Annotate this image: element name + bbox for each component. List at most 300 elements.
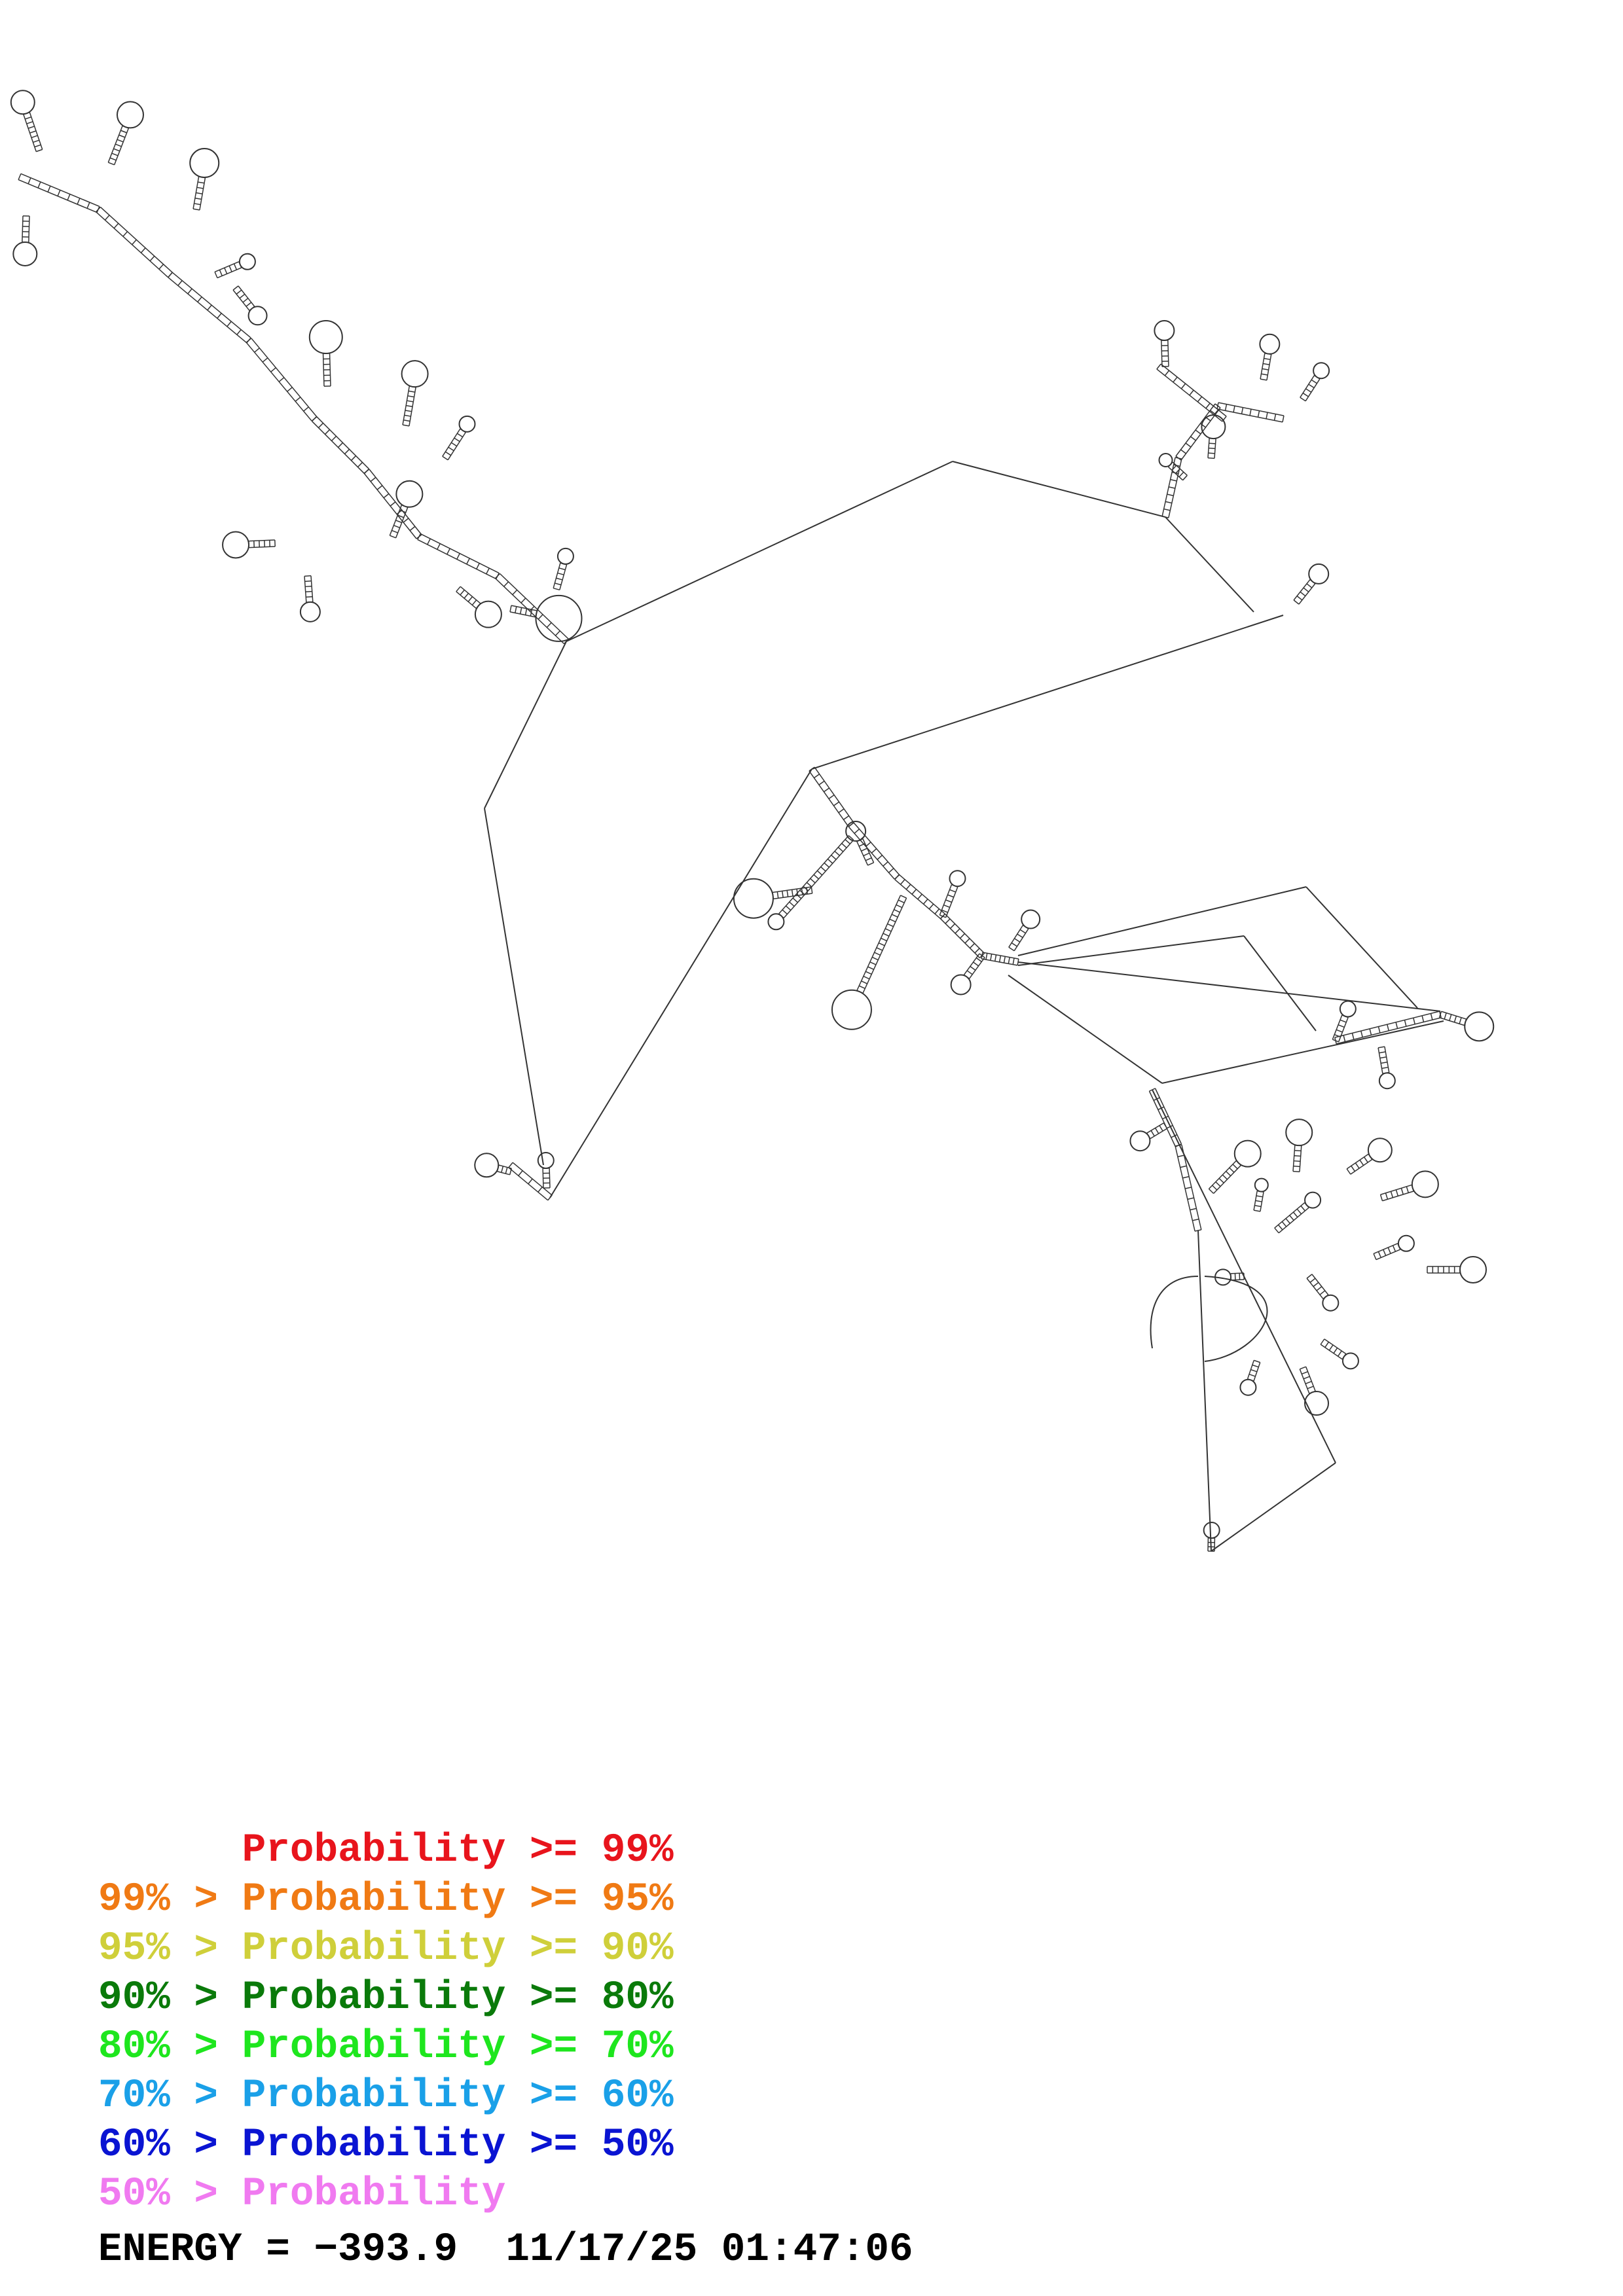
base-pair [1163, 1123, 1167, 1129]
base-pair [1307, 1386, 1313, 1389]
base-pair [786, 906, 790, 910]
legend-prefix: 70% > [98, 2073, 242, 2119]
base-pair [403, 425, 409, 426]
base-pair [1378, 1047, 1385, 1048]
energy-value: −393.9 [314, 2227, 458, 2272]
base-pair [842, 844, 847, 848]
hairpin-loop [949, 870, 965, 886]
base-pair [454, 438, 460, 441]
base-pair [371, 477, 376, 481]
base-pair [1286, 1219, 1290, 1224]
base-pair [1352, 1033, 1353, 1039]
base-pair [843, 816, 848, 819]
base-pair [1260, 379, 1267, 380]
hairpin-loop [1398, 1236, 1414, 1251]
base-pair [1263, 363, 1269, 365]
base-pair [862, 981, 867, 984]
base-pair [390, 502, 395, 506]
base-pair [879, 943, 884, 946]
base-pair [193, 209, 200, 210]
base-pair [782, 910, 787, 914]
base-pair [229, 266, 232, 272]
stem-rail [249, 540, 275, 541]
base-pair [1444, 1013, 1446, 1020]
backbone-segment [1018, 936, 1244, 965]
hairpin-loop [11, 90, 35, 114]
base-pair [520, 607, 522, 614]
base-pair [1307, 584, 1312, 588]
stem-rail [1168, 340, 1169, 367]
base-pair [312, 416, 316, 421]
base-pair [196, 193, 202, 194]
legend-row [98, 2121, 1277, 2170]
base-pair [1305, 1382, 1311, 1384]
base-pair [900, 895, 906, 898]
base-pair [1009, 947, 1014, 950]
base-pair [1023, 925, 1028, 929]
base-pair [448, 447, 454, 450]
base-pair [1422, 1016, 1423, 1022]
base-pair [1017, 934, 1023, 937]
base-pair [975, 948, 979, 953]
base-pair [33, 140, 39, 142]
base-pair [476, 603, 480, 609]
base-pair [1396, 1022, 1397, 1029]
base-pair [28, 178, 31, 184]
legend-prefix: 95% > [98, 1926, 242, 1971]
backbone-segment [1165, 517, 1254, 612]
base-pair [1261, 374, 1267, 375]
base-pair [249, 306, 255, 310]
legend-row [98, 1826, 1277, 1875]
base-pair [1404, 1020, 1406, 1026]
base-pair [168, 272, 172, 278]
hairpin-loop [190, 149, 219, 177]
legend-label: Probability >= 50% [242, 2123, 674, 2168]
base-pair [1185, 1187, 1192, 1189]
base-pair [1179, 472, 1184, 476]
base-pair [839, 809, 844, 813]
multi-loop-arc [1205, 1276, 1267, 1361]
base-pair [1216, 1182, 1220, 1187]
base-pair [1300, 1367, 1305, 1369]
base-pair [1162, 516, 1169, 518]
hairpin-loop [117, 101, 143, 128]
hairpin-loop [558, 548, 574, 564]
base-pair [1275, 1228, 1279, 1233]
base-pair [1338, 1351, 1342, 1356]
base-pair [460, 590, 464, 595]
base-pair [548, 1195, 552, 1200]
base-pair [27, 122, 33, 124]
base-pair [408, 396, 414, 397]
base-pair [357, 462, 362, 467]
base-pair [939, 915, 945, 918]
base-pair [1264, 359, 1271, 360]
base-pair [1304, 1376, 1309, 1379]
base-pair [943, 905, 949, 908]
base-pair [970, 943, 974, 948]
legend-label: Probability [242, 2172, 506, 2217]
base-pair [559, 568, 566, 570]
base-pair [405, 415, 411, 416]
backbone-segment [1018, 962, 1440, 1011]
base-pair [1182, 1177, 1189, 1178]
base-pair [287, 387, 293, 391]
base-pair [240, 294, 245, 298]
stem-rail [249, 547, 275, 548]
rna-stems [18, 113, 1467, 1551]
base-pair [881, 938, 886, 941]
base-pair [845, 840, 850, 844]
stem-rail [304, 576, 306, 602]
energy-footer [98, 2227, 913, 2272]
base-pair [1406, 1187, 1408, 1193]
base-pair [1300, 592, 1305, 596]
base-pair [306, 602, 313, 603]
base-pair [194, 204, 200, 205]
base-pair [501, 1166, 503, 1173]
base-pair [1226, 404, 1227, 411]
base-pair [227, 321, 231, 327]
legend-row [98, 1924, 1277, 1973]
base-pair [895, 874, 900, 880]
stem-rail [1293, 1145, 1295, 1172]
base-pair [77, 198, 80, 204]
base-pair [967, 971, 972, 975]
stem-rail [1300, 1145, 1302, 1172]
base-pair [219, 270, 222, 276]
base-pair [112, 153, 118, 156]
base-pair [110, 158, 116, 160]
base-pair [1205, 417, 1211, 421]
base-pair [392, 530, 397, 533]
base-pair [113, 149, 119, 151]
backbone-segment [484, 641, 566, 808]
base-pair [1391, 1191, 1393, 1198]
hairpin-loop [1412, 1171, 1438, 1197]
base-pair [447, 548, 450, 554]
base-pair [1379, 1052, 1385, 1053]
base-pair [428, 539, 430, 545]
legend-prefix: 80% > [98, 2024, 242, 2070]
base-pair [390, 535, 395, 538]
base-pair [558, 573, 564, 575]
base-pair [555, 631, 560, 636]
stem-rail [1312, 1274, 1328, 1295]
legend-prefix [98, 1828, 242, 1873]
base-pair [1186, 443, 1191, 447]
base-pair [48, 186, 50, 192]
base-pair [393, 526, 399, 528]
stem-rail [1378, 1048, 1383, 1073]
base-pair [159, 264, 164, 269]
base-pair [1254, 1206, 1261, 1207]
stem-rail [238, 286, 255, 306]
rna-loops [11, 90, 1493, 1538]
base-pair [198, 297, 202, 302]
base-pair [995, 955, 996, 961]
base-pair [894, 910, 900, 912]
base-pair [195, 198, 202, 200]
base-pair [1301, 1206, 1305, 1211]
base-pair [790, 902, 794, 906]
base-pair [1343, 1035, 1345, 1042]
base-pair [1156, 1128, 1159, 1134]
hairpin-loop [734, 879, 773, 918]
base-pair [861, 848, 867, 851]
base-pair [1297, 596, 1302, 600]
base-pair [1252, 1365, 1258, 1367]
base-pair [509, 1162, 513, 1168]
backbone-segment [1306, 887, 1417, 1008]
multi-loop-arc [1151, 1276, 1198, 1348]
base-pair [1258, 411, 1260, 418]
base-pair [233, 286, 238, 290]
base-pair [553, 588, 560, 590]
base-pair [1008, 958, 1010, 964]
base-pair [883, 862, 888, 867]
base-pair [872, 957, 878, 960]
base-pair [105, 215, 109, 220]
base-pair [1012, 943, 1017, 946]
base-pair [141, 248, 145, 253]
backbone-segment [566, 461, 953, 641]
base-pair [1297, 1209, 1301, 1214]
stem-rail [497, 1172, 509, 1175]
base-pair [1368, 1154, 1372, 1159]
base-pair [1250, 409, 1251, 416]
base-pair [120, 130, 126, 133]
stem-rail [1385, 1047, 1389, 1072]
base-pair [409, 391, 415, 392]
base-pair [237, 330, 241, 335]
stem-rail [970, 958, 985, 978]
base-pair [890, 919, 896, 922]
hairpin-loop [223, 531, 249, 558]
stem-rail [22, 216, 23, 242]
base-pair [538, 615, 543, 619]
base-pair [1320, 1291, 1325, 1295]
backbone-segment [1244, 936, 1316, 1031]
base-pair [1209, 453, 1215, 454]
base-pair [1329, 1345, 1333, 1350]
base-pair [807, 882, 811, 887]
base-pair [814, 774, 819, 778]
base-pair [305, 586, 312, 587]
base-pair [1000, 956, 1001, 962]
base-pair [504, 582, 509, 586]
base-pair [1302, 1372, 1307, 1374]
base-pair [538, 1187, 542, 1193]
base-pair [824, 863, 829, 867]
base-pair [955, 929, 960, 933]
stem-rail [1231, 1273, 1244, 1274]
base-pair [1183, 475, 1188, 480]
base-pair [243, 298, 248, 302]
base-pair [831, 855, 836, 859]
base-pair [965, 939, 970, 943]
base-pair [821, 867, 826, 871]
base-pair [1191, 437, 1196, 440]
base-pair [976, 958, 981, 962]
energy-label: ENERGY = [98, 2227, 314, 2272]
base-pair [1378, 1026, 1379, 1033]
base-pair [271, 368, 276, 372]
base-pair [1190, 1208, 1197, 1210]
base-pair [1396, 1190, 1398, 1196]
base-pair [325, 429, 329, 434]
base-pair [1188, 1198, 1194, 1199]
base-pair [1307, 1274, 1312, 1278]
base-pair [304, 407, 309, 411]
hairpin-loop [536, 596, 582, 641]
base-pair [811, 887, 812, 893]
hairpin-loop [310, 321, 342, 353]
base-pair [1454, 1016, 1456, 1022]
base-pair [868, 967, 874, 969]
base-pair [519, 1171, 522, 1176]
base-pair [477, 564, 479, 569]
base-pair [1294, 1166, 1300, 1167]
base-pair [1249, 1374, 1255, 1376]
stem-rail [1294, 580, 1310, 600]
base-pair [464, 593, 468, 598]
base-pair [123, 232, 128, 236]
rna-backbone [484, 461, 1444, 1551]
base-pair [1197, 397, 1201, 402]
base-pair [236, 290, 242, 294]
stem-rail [1299, 584, 1315, 604]
base-pair [1385, 1193, 1387, 1200]
base-pair [824, 788, 829, 792]
base-pair [923, 899, 928, 905]
base-pair [1219, 1178, 1224, 1183]
base-pair [1147, 1133, 1150, 1139]
base-pair [1338, 1025, 1344, 1028]
base-pair [906, 884, 911, 889]
base-pair [1450, 1014, 1451, 1021]
base-pair [1290, 1215, 1294, 1221]
base-pair [1262, 368, 1269, 370]
legend-row [98, 2170, 1277, 2219]
base-pair [403, 420, 410, 422]
base-pair [1304, 588, 1309, 592]
base-pair [945, 919, 950, 924]
hairpin-loop [1305, 1391, 1328, 1415]
base-pair [331, 436, 336, 440]
base-pair [96, 207, 101, 211]
base-pair [1305, 389, 1311, 392]
base-pair [1313, 1282, 1319, 1286]
base-pair [117, 139, 123, 142]
base-pair [1370, 1029, 1371, 1035]
base-pair [1351, 1166, 1355, 1171]
base-pair [418, 534, 420, 540]
base-pair [1151, 1130, 1154, 1136]
base-pair [1222, 1175, 1227, 1179]
base-pair [108, 162, 114, 165]
base-pair [1387, 1024, 1389, 1031]
base-pair [1310, 1278, 1315, 1282]
base-pair [1310, 580, 1315, 584]
stem-rail [233, 290, 249, 310]
base-pair [1266, 412, 1267, 419]
legend-prefix: 50% > [98, 2172, 242, 2217]
base-pair [1388, 1247, 1391, 1253]
base-pair [1459, 1018, 1461, 1024]
base-pair [912, 889, 917, 895]
base-pair [1254, 1210, 1260, 1211]
base-pair [1294, 1161, 1300, 1162]
legend-label: Probability >= 70% [242, 2024, 674, 2070]
base-pair [215, 272, 217, 278]
base-pair [198, 182, 204, 183]
legend-prefix: 90% > [98, 1975, 242, 2020]
base-pair [1314, 376, 1319, 379]
base-pair [351, 456, 356, 460]
base-pair [58, 190, 60, 196]
legend-prefix: 99% > [98, 1877, 242, 1922]
base-pair [306, 597, 312, 598]
base-pair [1165, 370, 1169, 376]
base-pair [28, 126, 34, 128]
base-pair [405, 410, 412, 412]
base-pair [866, 858, 871, 861]
stem-rail [96, 212, 168, 278]
base-pair [528, 1179, 532, 1184]
hairpin-loop [832, 990, 871, 1030]
base-pair [857, 990, 863, 993]
hairpin-loop [1255, 1179, 1268, 1192]
stem-rail [448, 433, 465, 460]
legend-label: Probability >= 80% [242, 1975, 674, 2020]
base-pair [1195, 430, 1201, 434]
base-pair [793, 898, 797, 903]
base-pair [468, 597, 472, 602]
base-pair [1250, 1370, 1256, 1372]
base-pair [900, 880, 905, 885]
base-pair [918, 894, 922, 899]
base-pair [1381, 1194, 1383, 1201]
base-pair [460, 429, 465, 432]
base-pair [295, 397, 301, 401]
base-pair [870, 962, 876, 965]
backbone-segment [484, 808, 543, 1165]
base-pair [410, 526, 415, 530]
base-pair [505, 1167, 507, 1174]
base-pair [1295, 1145, 1302, 1146]
base-pair [883, 933, 889, 936]
stem-rail [1260, 353, 1265, 379]
base-pair [1378, 1251, 1381, 1257]
base-pair [188, 289, 192, 294]
base-pair [521, 598, 526, 603]
base-pair [1360, 1160, 1364, 1165]
base-pair [18, 173, 21, 179]
base-pair [1275, 414, 1276, 421]
base-pair [456, 586, 460, 592]
base-pair [1334, 1348, 1338, 1353]
legend-row [98, 2072, 1277, 2121]
base-pair [829, 795, 834, 799]
base-pair [1217, 403, 1218, 409]
base-pair [814, 874, 818, 879]
base-pair [496, 573, 500, 578]
base-pair [935, 909, 939, 914]
base-pair [892, 914, 898, 917]
base-pair [1300, 397, 1305, 401]
